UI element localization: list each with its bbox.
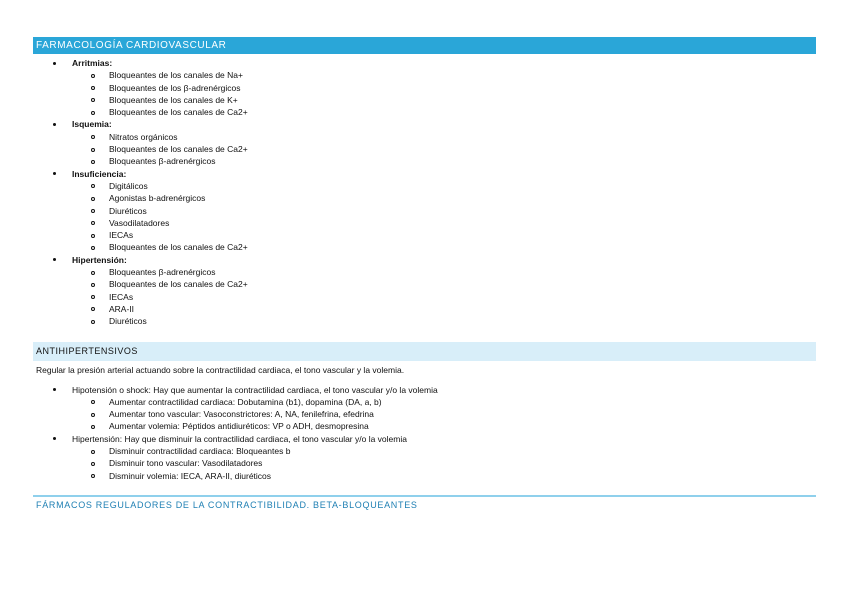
list-item: Bloqueantes de los canales de Ca2+ xyxy=(72,143,816,155)
list-item: Hipertensión: Bloqueantes β-adrenérgicos Bloqueantes de los canales de Ca2+ IECAs ARA-II Diuréticos xyxy=(33,254,816,328)
list-item: Disminuir volemia: IECA, ARA-II, diuréticos xyxy=(72,470,816,482)
list-item: Digitálicos xyxy=(72,180,816,192)
list-item: IECAs xyxy=(72,229,816,241)
list-item: Isquemia: Nitratos orgánicos Bloqueantes de los canales de Ca2+ Bloqueantes β-adrenérgicos xyxy=(33,118,816,167)
list-item: Bloqueantes de los β-adrenérgicos xyxy=(72,82,816,94)
list-item: Vasodilatadores xyxy=(72,217,816,229)
list-item: Diuréticos xyxy=(72,315,816,327)
antihipertensivos-list xyxy=(33,384,816,482)
list-item: Insuficiencia: Digitálicos Agonistas b-adrenérgicos Diuréticos Vasodilatadores IECAs Bloqueantes de los canales de Ca2+ xyxy=(33,168,816,254)
list-item: Nitratos orgánicos xyxy=(72,131,816,143)
list-item: Hipertensión: Hay que disminuir la contractilidad cardiaca, el tono vascular y/o la volemia Disminuir contractilidad cardiaca: Bloqueantes b Disminuir tono vascular: Vasodilatadores Disminuir volemia: IECA, ARA-II, diuréticos xyxy=(33,433,816,482)
list-item: Bloqueantes de los canales de Na+ xyxy=(72,69,816,81)
list-item: Hipotensión o shock: Hay que aumentar la contractilidad cardiaca, el tono vascular y/o la volemia Aumentar contractilidad cardiaca: Dobutamina (b1), dopamina (DA, a, b) Aumentar tono vascular: Vasoconstrictores: A, NA, fenilefrina, efedrina Aumentar volemia: Péptidos antidiuréticos: VP o ADH, desmopresina xyxy=(33,384,816,433)
list-item: Arritmias: Bloqueantes de los canales de Na+ Bloqueantes de los β-adrenérgicos Bloqueantes de los canales de K+ Bloqueantes de los canales de Ca2+ xyxy=(33,57,816,118)
list-item: Aumentar volemia: Péptidos antidiuréticos: VP o ADH, desmopresina xyxy=(72,420,816,432)
list-item: Bloqueantes de los canales de Ca2+ xyxy=(72,241,816,253)
list-item: Bloqueantes de los canales de K+ xyxy=(72,94,816,106)
farmacologia-list xyxy=(33,57,816,328)
list-item: Disminuir tono vascular: Vasodilatadores xyxy=(72,457,816,469)
list-item: Bloqueantes de los canales de Ca2+ xyxy=(72,106,816,118)
document-page xyxy=(33,37,816,510)
section-heading-beta-bloqueantes: FÁRMACOS REGULADORES DE LA CONTRACTIBILIDAD. BETA-BLOQUEANTES xyxy=(33,495,816,510)
list-item: Agonistas b-adrenérgicos xyxy=(72,192,816,204)
list-item: Aumentar contractilidad cardiaca: Dobutamina (b1), dopamina (DA, a, b) xyxy=(72,396,816,408)
section-heading-farmacologia: FARMACOLOGÍA CARDIOVASCULAR xyxy=(33,37,816,54)
section-heading-antihipertensivos: ANTIHIPERTENSIVOS xyxy=(33,342,816,361)
list-item: Bloqueantes de los canales de Ca2+ xyxy=(72,278,816,290)
list-item: ARA-II xyxy=(72,303,816,315)
list-item: Bloqueantes β-adrenérgicos xyxy=(72,155,816,167)
list-item: Bloqueantes β-adrenérgicos xyxy=(72,266,816,278)
list-item: Diuréticos xyxy=(72,205,816,217)
intro-paragraph: Regular la presión arterial actuando sobre la contractilidad cardiaca, el tono vascular y la volemia. xyxy=(36,364,405,375)
list-item: Disminuir contractilidad cardiaca: Bloqueantes b xyxy=(72,445,816,457)
list-item: IECAs xyxy=(72,291,816,303)
list-item: Aumentar tono vascular: Vasoconstrictores: A, NA, fenilefrina, efedrina xyxy=(72,408,816,420)
